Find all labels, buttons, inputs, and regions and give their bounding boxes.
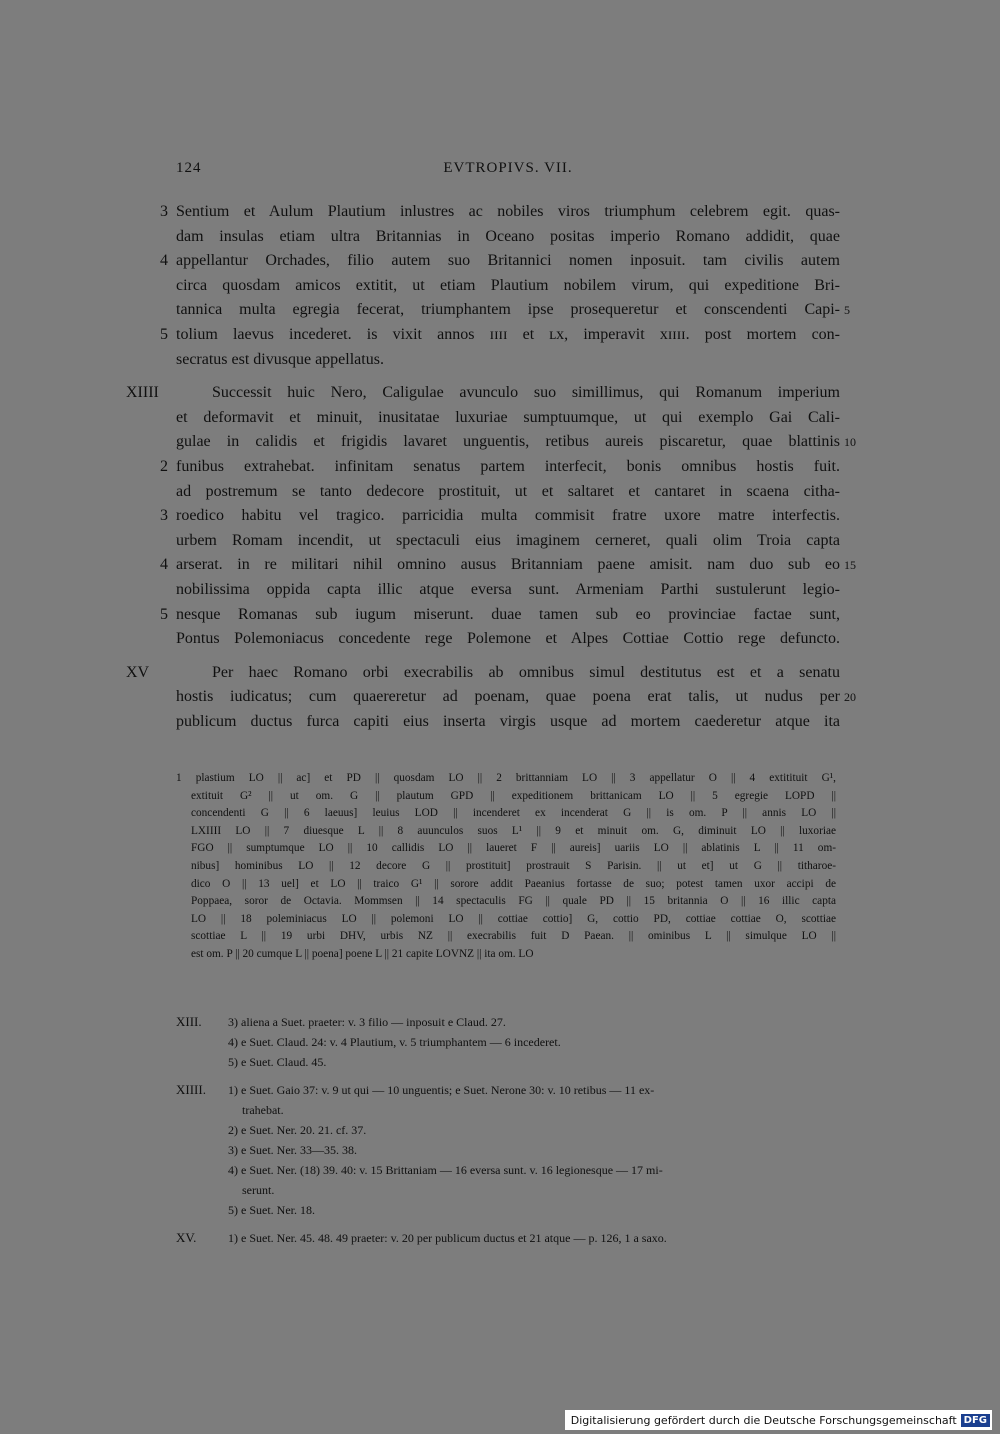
apparatus-line: dico O || 13 uel] et LO || traico G¹ || sorore addit Paeanius fortasse de suo; potest tamen uxor accipi de [191, 877, 836, 890]
section-number: 3 [160, 203, 168, 220]
line-number: 15 [844, 558, 856, 573]
line-text: Successit huic Nero, Caligulae avunculo suo simillimus, qui Romanum imperium [212, 384, 840, 402]
chapter-number: XIIII [126, 384, 159, 402]
text-line [176, 529, 840, 554]
text-line [176, 627, 840, 652]
page-number: 124 [176, 160, 202, 176]
line-number: 20 [844, 690, 856, 705]
apparatus-line: FGO || sumptumque LO || 10 callidis LO || laueret F || aureis] uariis LO || ablatinis L || 11 om- [191, 842, 836, 855]
source-gap [176, 1072, 836, 1080]
text-line [176, 430, 856, 455]
line-text: roedico habitu vel tragico. parricidia multa commisit fratre uxore matre interfectis. [176, 507, 840, 525]
funding-footer [565, 1410, 992, 1430]
line-text: nesque Romanas sub iugum miserunt. duae tamen sub eo provinciae factae sunt, [176, 605, 840, 623]
apparatus-line: scottiae L || 19 urbi DHV, urbis NZ || execrabilis fuit D Paean. || ominibus L || simulque LO || [191, 930, 836, 943]
source-line [176, 1120, 836, 1140]
source-line [176, 1200, 836, 1220]
source-line [176, 1052, 836, 1072]
running-title: EVTROPIVS. VII. [443, 160, 573, 176]
text-line [126, 381, 840, 406]
source-text: 5) e Suet. Ner. 18. [228, 1203, 315, 1217]
source-text: trahebat. [242, 1103, 284, 1117]
line-text: Sentium et Aulum Plautium inlustres ac nobiles viros triumphum celebrem egit. quas- [176, 203, 840, 220]
line-text: gulae in calidis et frigidis lavaret unguentis, retibus aureis piscaretur, quae blattinis [176, 433, 840, 451]
text-line [176, 406, 840, 431]
paragraph-gap [176, 372, 840, 381]
page-header [176, 160, 840, 182]
text-line [176, 480, 840, 505]
apparatus-line: nibus] hominibus LO || 12 decore G || prostituit] prostrauit S Parisin. || ut et] ut G || titharoe- [191, 859, 836, 872]
apparatus-line: extituit G² || ut om. G || plautum GPD || expeditionem brittanicam LO || 5 egregie LOPD || [191, 789, 836, 802]
chapter-number: XV [126, 663, 150, 681]
paragraph-gap [176, 652, 840, 661]
apparatus-line: LXIIII LO || 7 diuesque L || 8 auunculos suos L¹ || 9 et minuit om. G, diminuit LO || luxoriae [191, 824, 836, 837]
funding-text: Digitalisierung gefördert durch die Deutsche Forschungsgemeinschaft [570, 1413, 957, 1427]
line-text: funibus extrahebat. infinitam senatus partem interfecit, bonis omnibus hostis fuit. [176, 457, 840, 475]
line-text: Per haec Romano orbi execrabilis ab omnibus simul destitutus est et a senatu [212, 663, 840, 681]
line-text: publicum ductus furca capiti eius inserta virgis usque ad mortem caederetur atque ita [176, 712, 840, 730]
apparatus-line: Poppaea, soror de Octavia. Mommsen || 14 spectaculis FG || quale PD || 15 britannia O || 16 illic capta [191, 895, 836, 908]
source-line [176, 1032, 836, 1052]
source-text: serunt. [242, 1183, 275, 1197]
section-number: 5 [160, 605, 168, 623]
source-text: 4) e Suet. Ner. (18) 39. 40: v. 15 Brittaniam — 16 eversa sunt. v. 16 legionesque — 17 mi- [228, 1163, 663, 1177]
section-number: 4 [160, 556, 168, 574]
source-chapter-label: XIII. [176, 1014, 202, 1029]
source-line [176, 1100, 836, 1120]
critical-apparatus [176, 770, 836, 964]
section-number: 2 [160, 457, 168, 475]
text-line [176, 298, 850, 323]
line-text: tannica multa egregia fecerat, triumphantem ipse prosequeretur et conscendenti Capi- [176, 301, 840, 319]
text-line [176, 578, 840, 603]
source-chapter-label: XIIII. [176, 1082, 206, 1097]
line-text: urbem Romam incendit, ut spectaculi eius imaginem cerneret, quali olim Troia capta [176, 531, 840, 549]
line-text: hostis iudicatus; cum quaereretur ad poenam, quae poena erat talis, ut nudus per [176, 688, 840, 706]
line-text: tolium laevus incederet. is vixit annos ɪɪɪɪ et ʟx, imperavit xɪɪɪɪ. post mortem con- [176, 325, 840, 343]
source-text: 1) e Suet. Gaio 37: v. 9 ut qui — 10 unguentis; e Suet. Nerone 30: v. 10 retibus — 11 ex- [228, 1083, 655, 1097]
text-line [160, 504, 840, 529]
text-line [160, 249, 840, 274]
text-line [176, 348, 840, 373]
text-line [160, 455, 840, 480]
text-line [176, 274, 840, 299]
text-line [160, 603, 840, 628]
text-line [160, 323, 840, 348]
source-text: 5) e Suet. Claud. 45. [228, 1055, 327, 1069]
source-line [176, 1180, 836, 1200]
line-text: appellantur Orchades, filio autem suo Britannici nomen inposuit. tam civilis autem [176, 252, 840, 270]
line-text: secratus est divusque appellatus. [176, 350, 384, 368]
source-line [176, 1228, 836, 1248]
source-text: 2) e Suet. Ner. 20. 21. cf. 37. [228, 1123, 367, 1137]
apparatus-line: concendenti G || 6 laeuus] leuius LOD || incenderet ex incenderat G || is om. P || annis LO || [191, 807, 836, 820]
line-number: 10 [844, 435, 856, 450]
source-line [176, 1012, 836, 1032]
section-number: 3 [160, 507, 168, 525]
source-text: 1) e Suet. Ner. 45. 48. 49 praeter: v. 20 per publicum ductus et 21 atque — p. 126, 1 a saxo. [228, 1231, 667, 1245]
text-line [176, 710, 840, 735]
source-line [176, 1080, 836, 1100]
source-line [176, 1160, 836, 1180]
source-notes [176, 1012, 836, 1248]
source-text: 4) e Suet. Claud. 24: v. 4 Plautium, v. 5 triumphantem — 6 incederet. [228, 1035, 561, 1049]
text-line [160, 553, 856, 578]
text-line [176, 225, 840, 250]
source-text: 3) e Suet. Ner. 33—35. 38. [228, 1143, 357, 1157]
apparatus-line: 1 plastium LO || ac] et PD || quosdam LO || 2 brittanniam LO || 3 appellatur O || 4 extitituit G¹, [176, 772, 836, 784]
line-text: et deformavit et minuit, inusitatae luxuriae sumptuumque, ut qui exemplo Gai Cali- [176, 408, 840, 426]
text-line [126, 661, 840, 686]
source-chapter-label: XV. [176, 1230, 197, 1245]
line-text: dam insulas etiam ultra Britannias in Oceano positas imperio Romano addidit, quae [176, 227, 840, 245]
line-text: nobilissima oppida capta illic atque eversa sunt. Armeniam Parthi sustulerunt legio- [176, 580, 840, 598]
apparatus-line: LO || 18 poleminiacus LO || polemoni LO || cottiae cottio] G, cottio PD, cottiae cottiae O, scottiae [191, 912, 836, 925]
main-text [126, 200, 856, 734]
section-number: 5 [160, 325, 168, 343]
line-text: ad postremum se tanto dedecore prostituit, ut et saltaret et cantaret in scaena citha- [176, 482, 840, 500]
line-text: Pontus Polemoniacus concedente rege Polemone et Alpes Cottiae Cottio rege defuncto. [176, 630, 840, 648]
line-text: circa quosdam amicos extitit, ut etiam Plautium nobilem virum, qui expeditione Bri- [176, 276, 840, 294]
source-gap [176, 1220, 836, 1228]
source-line [176, 1140, 836, 1160]
line-number: 5 [844, 303, 850, 318]
apparatus-line: est om. P || 20 cumque L || poena] poene L || 21 capite LOVNZ || ita om. LO [191, 947, 534, 960]
source-text: 3) aliena a Suet. praeter: v. 3 filio — inposuit e Claud. 27. [228, 1015, 506, 1029]
section-number: 4 [160, 252, 168, 270]
line-text: arserat. in re militari nihil omnino ausus Britanniam paene amisit. nam duo sub eo [176, 556, 840, 574]
text-line [176, 685, 856, 710]
text-line [160, 200, 840, 225]
dfg-logo: DFG [961, 1414, 990, 1427]
